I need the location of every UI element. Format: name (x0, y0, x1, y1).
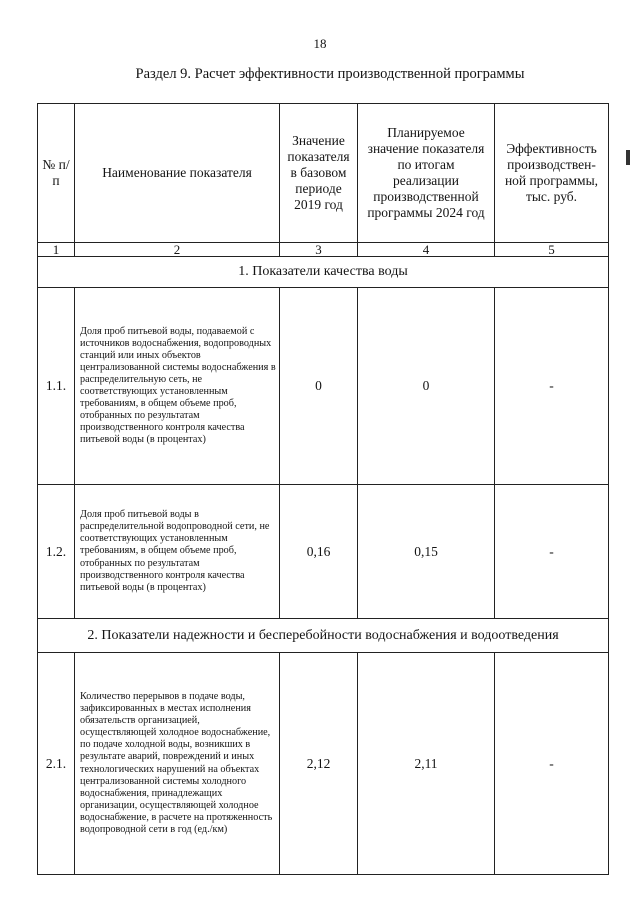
row-indicator-name: Количество перерывов в подаче воды, зафиксированных в местах исполнения обязательств организацией, осуществляющей холодное водоснабжение, по подаче холодной воды, возникших в результате аварий, повреждений и иных технологических нарушений на объектах централизованной системы холодного водоснабжения, принадлежащих организации, осуществляющей холодное водоснабжение, в расчете на протяженность водопроводной сети в год (ед./км) (75, 653, 280, 875)
table-row (38, 485, 609, 619)
section-heading: 1. Показатели качества воды (38, 257, 609, 288)
row-planned-value: 2,11 (358, 653, 495, 875)
row-planned-value: 0 (358, 288, 495, 485)
row-index: 2.1. (38, 653, 75, 875)
section-title: Раздел 9. Расчет эффективности производственной программы (135, 66, 525, 82)
header-planned-value: Планируемое значение показателя по итогам реализации производственной программы 2024 год (358, 104, 495, 243)
row-base-value: 2,12 (280, 653, 358, 875)
header-row (38, 104, 609, 243)
column-number: 1 (38, 243, 75, 257)
page-number: 18 (313, 36, 327, 51)
scan-edge-mark (626, 150, 630, 165)
row-base-value: 0,16 (280, 485, 358, 619)
header-name: Наименование показателя (75, 104, 280, 243)
section-row (38, 619, 609, 653)
table-row (38, 653, 609, 875)
row-efficiency: - (495, 485, 609, 619)
column-number: 4 (358, 243, 495, 257)
column-number: 5 (495, 243, 609, 257)
row-base-value: 0 (280, 288, 358, 485)
header-efficiency: Эффективность производствен-ной программы, тыс. руб. (495, 104, 609, 243)
row-planned-value: 0,15 (358, 485, 495, 619)
row-index: 1.1. (38, 288, 75, 485)
header-number: № п/п (38, 104, 75, 243)
section-row (38, 257, 609, 288)
column-number: 3 (280, 243, 358, 257)
section-heading: 2. Показатели надежности и бесперебойности водоснабжения и водоотведения (38, 619, 609, 653)
header-base-value: Значение показателя в базовом периоде 2019 год (280, 104, 358, 243)
column-number: 2 (75, 243, 280, 257)
row-indicator-name: Доля проб питьевой воды, подаваемой с источников водоснабжения, водопроводных станций или иных объектов централизованной системы водоснабжения в распределительную сеть, не соответствующих установленным требованиям, в общем объеме проб, отобранных по результатам производственного контроля качества питьевой воды (в процентах) (75, 288, 280, 485)
table-row (38, 288, 609, 485)
row-efficiency: - (495, 653, 609, 875)
row-index: 1.2. (38, 485, 75, 619)
row-indicator-name: Доля проб питьевой воды в распределительной водопроводной сети, не соответствующих установленным требованиям, в общем объеме проб, отобранных по результатам производственного контроля качества питьевой воды (в процентах) (75, 485, 280, 619)
column-number-row (38, 243, 609, 257)
row-efficiency: - (495, 288, 609, 485)
efficiency-table (37, 103, 609, 875)
